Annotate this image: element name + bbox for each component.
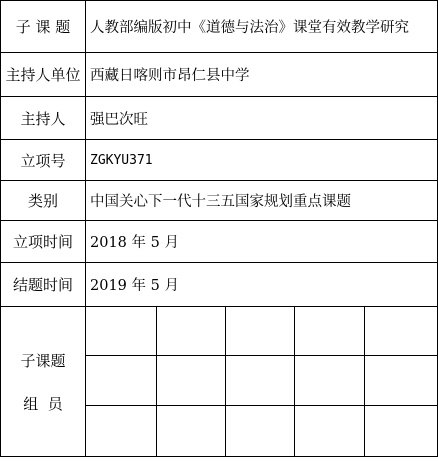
subtopic-label: 子 课 题 <box>15 18 71 36</box>
member-cell <box>86 356 156 405</box>
member-cell <box>365 406 437 456</box>
member-cell <box>226 356 294 405</box>
completion-date-label: 结题时间 <box>12 276 73 294</box>
category-label: 类别 <box>27 192 58 210</box>
approval-date-value: 2018 年 5 月 <box>90 235 179 251</box>
member-cell <box>295 356 364 405</box>
project-number-value: ZGKYU371 <box>90 152 153 168</box>
completion-date-value: 2019 年 5 月 <box>90 278 179 294</box>
members-label-line2: 组 员 <box>23 394 63 413</box>
subtopic-value: 人教部编版初中《道德与法治》课堂有效教学研究 <box>90 20 409 36</box>
member-cell <box>157 406 225 456</box>
member-cell <box>365 307 437 355</box>
table-border-bottom <box>0 456 438 457</box>
project-number-label: 立项号 <box>20 151 66 170</box>
member-cell <box>86 307 156 355</box>
members-label-line1: 子课题 <box>20 351 66 370</box>
member-cell <box>365 356 437 405</box>
members-label <box>1 307 85 456</box>
member-cell <box>295 307 364 355</box>
member-cell <box>86 406 156 456</box>
member-cell <box>226 307 294 355</box>
host-label: 主持人 <box>20 109 66 128</box>
host-unit-label: 主持人单位 <box>5 66 81 84</box>
host-value: 强巴次旺 <box>90 111 148 128</box>
host-unit-value: 西藏日喀则市昂仁县中学 <box>90 68 250 84</box>
member-cell <box>157 307 225 355</box>
member-cell <box>157 356 225 405</box>
member-cell <box>295 406 364 456</box>
category-value: 中国关心下一代十三五国家规划重点课题 <box>90 194 351 210</box>
approval-date-label: 立项时间 <box>12 233 73 251</box>
member-cell <box>226 406 294 456</box>
